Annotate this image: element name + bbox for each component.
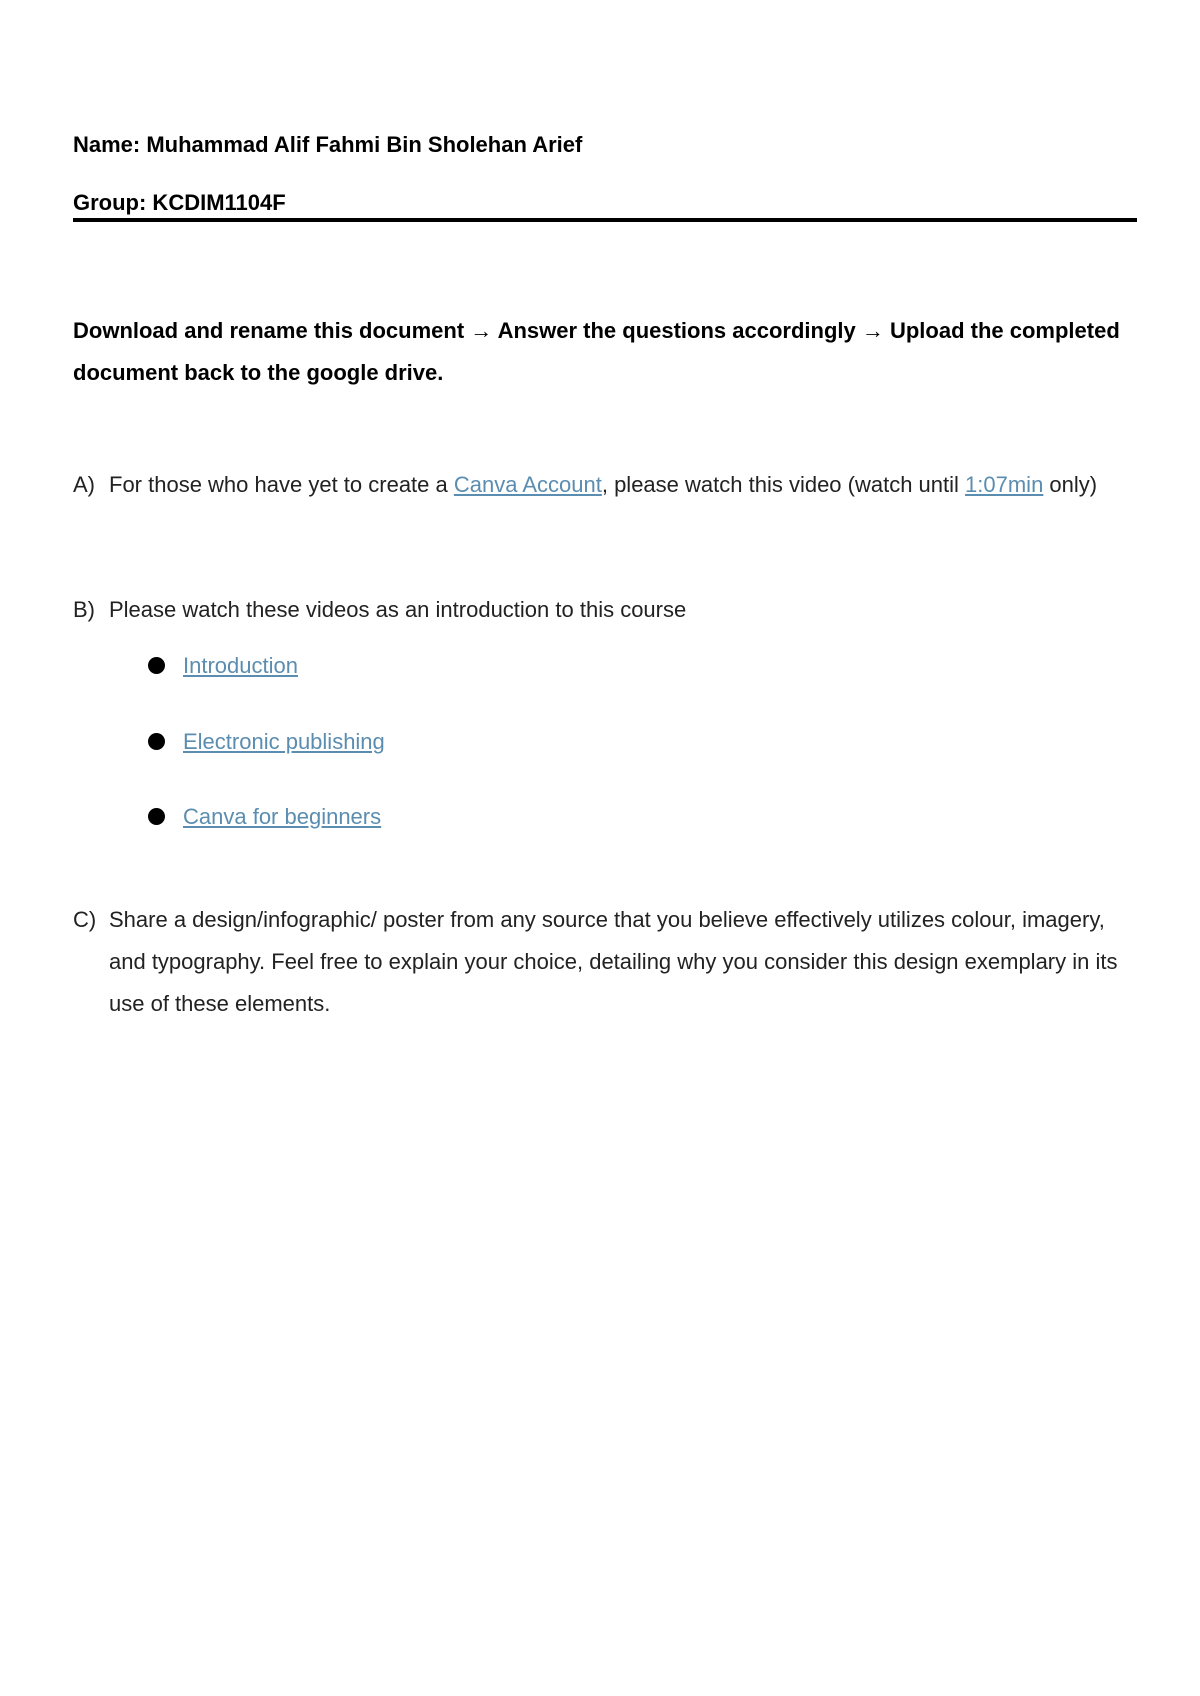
video-timestamp-link[interactable]: 1:07min xyxy=(965,472,1044,497)
bullet-icon xyxy=(148,733,165,750)
list-item xyxy=(148,796,381,838)
bullet-icon xyxy=(148,808,165,825)
question-a-text-after: only) xyxy=(1043,472,1098,497)
question-a-text-before: For those who have yet to create a xyxy=(109,472,454,497)
question-c-letter: C) xyxy=(73,907,97,932)
question-b-text: Please watch these videos as an introduction to this course xyxy=(109,597,687,622)
student-name: Name: Muhammad Alif Fahmi Bin Sholehan Arief xyxy=(73,132,583,157)
question-c xyxy=(73,899,1137,1025)
introduction-link[interactable]: Introduction xyxy=(183,653,298,678)
instructions: Download and rename this document → Answer the questions accordingly → Upload the completed document back to the google drive. xyxy=(73,318,1120,385)
bullet-icon xyxy=(148,657,165,674)
canva-for-beginners-link[interactable]: Canva for beginners xyxy=(183,804,382,829)
canva-account-link[interactable]: Canva Account xyxy=(453,472,602,497)
list-item xyxy=(148,645,298,687)
student-group: Group: KCDIM1104F xyxy=(73,190,286,215)
question-b-letter: B) xyxy=(73,597,95,622)
question-a-body xyxy=(109,464,1137,506)
electronic-publishing-link[interactable]: Electronic publishing xyxy=(183,729,385,754)
list-item xyxy=(148,721,385,763)
document-page xyxy=(73,0,1137,1696)
header-divider xyxy=(73,218,1137,222)
question-a-letter: A) xyxy=(73,472,95,497)
question-a-text-middle: , please watch this video (watch until xyxy=(601,472,966,497)
question-c-text: Share a design/infographic/ poster from any source that you believe effectively utilizes colour, imagery, and typography. Feel free to explain your choice, detailing why you consider this design exemplary in its use of these elements. xyxy=(109,907,1118,1016)
question-b xyxy=(73,589,1137,631)
question-a xyxy=(73,464,1137,506)
